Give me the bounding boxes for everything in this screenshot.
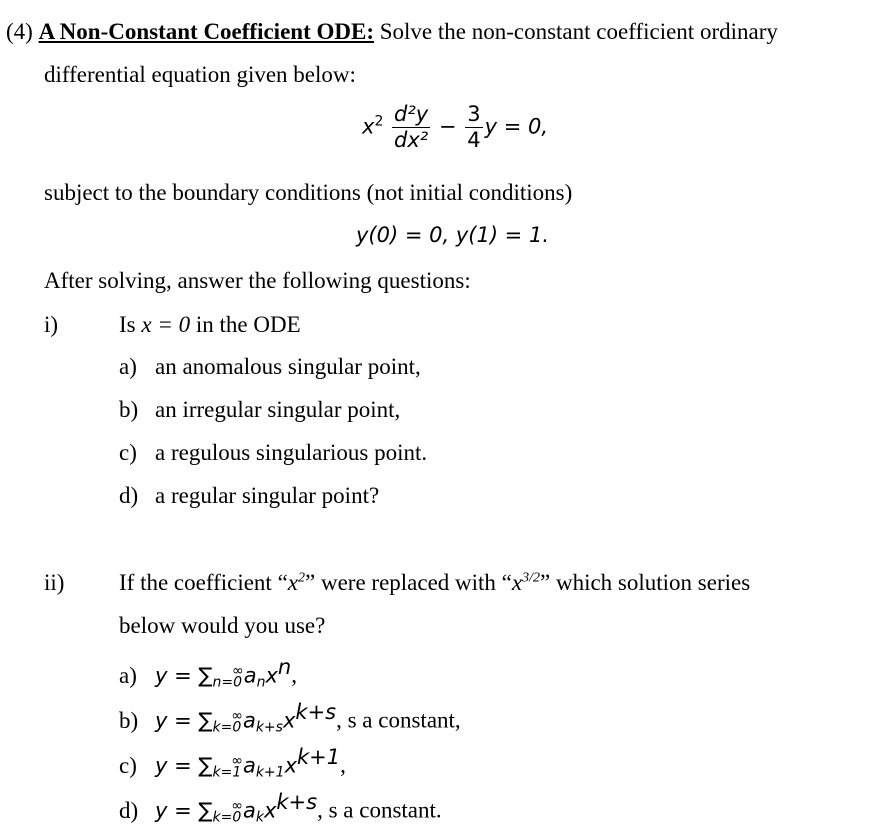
ode-three: 3 [467, 102, 481, 126]
q2-option-tail: , [291, 662, 297, 688]
q2-option-x: x [284, 753, 298, 778]
q1-option-text: a regular singular point? [155, 483, 380, 508]
boundary-conditions: y(0) = 0, y(1) = 1. [356, 223, 549, 247]
problem-number: (4) [6, 19, 33, 44]
q2-option-term: a [243, 663, 257, 688]
q1-option-d [119, 484, 379, 507]
ode-minus: − [438, 114, 457, 139]
q2-option-term-sub: k+1 [255, 764, 285, 781]
q1-number: i) [44, 312, 59, 337]
after-solving: After solving, answer the following questions: [44, 268, 471, 293]
q2-option-tail: , s a constant. [317, 797, 442, 823]
q2-option-a [119, 657, 297, 690]
q2-option-sup: ∞ [232, 662, 244, 679]
q2-option-x: x [282, 708, 296, 733]
q2-option-sub: k=0 [212, 809, 242, 826]
q2-exp2: 3/2 [522, 570, 541, 586]
ode-coef-fraction [465, 104, 482, 151]
ode-four: 4 [467, 128, 481, 152]
q1-option-text: an irregular singular point, [155, 397, 401, 422]
q2-text-2: ” were replaced with “ [305, 570, 512, 595]
q1-text-pre: Is [119, 312, 142, 337]
q2-option-sup: ∞ [231, 797, 243, 814]
q1-text-em: x = 0 [141, 312, 191, 337]
q2-option-term-sub: n [256, 674, 266, 691]
ode-d2y: d²y [394, 102, 429, 126]
q2-option-term: a [242, 798, 256, 823]
q2-option-lhs: y = ∑ [155, 708, 213, 733]
q2-option-term: a [242, 708, 256, 733]
ode-rest: y = 0, [484, 114, 549, 139]
problem-heading [6, 20, 778, 43]
q1-option-text: an anomalous singular point, [155, 354, 421, 379]
q2-option-term-sub: k [255, 809, 264, 826]
q2-option-lhs: y = ∑ [155, 798, 213, 823]
q2-option-sub: k=0 [212, 719, 242, 736]
q2-text-3: ” which solution series [540, 570, 751, 595]
q1-option-label: b) [119, 397, 139, 422]
ode-equation [362, 104, 548, 151]
q2-option-sup: ∞ [231, 752, 243, 769]
q2-option-x: x [265, 663, 278, 688]
q2-x: x [287, 570, 299, 595]
ode-dx2: dx² [394, 128, 429, 152]
q2-option-x-sup: k+1 [297, 745, 341, 769]
q1-option-text: a regulous singularious point. [155, 440, 428, 465]
q2-option-lhs: y = ∑ [155, 753, 213, 778]
q2-option-lhs: y = ∑ [155, 663, 213, 688]
problem-intro-2: differential equation given below: [44, 62, 356, 87]
q2-text-1: If the coefficient “ [119, 570, 288, 595]
q1-text-post: in the ODE [190, 312, 301, 337]
problem-title: A Non-Constant Coefficient ODE: [38, 19, 374, 44]
q2-option-x: x [263, 798, 277, 823]
q1-text [119, 313, 301, 336]
q1-option-label: d) [119, 483, 139, 508]
ode-derivative-fraction [392, 104, 430, 151]
q2-option-label: d) [119, 797, 139, 823]
q2-option-c [119, 747, 346, 780]
q2-option-d [119, 792, 442, 825]
q2-option-label: b) [119, 707, 139, 733]
q2-text [119, 571, 750, 594]
q2-option-b [119, 702, 461, 735]
q2-option-sup: ∞ [231, 707, 243, 724]
q1-option-label: c) [119, 440, 137, 465]
q2-option-term-sub: k+s [255, 719, 283, 736]
q2-text-4: below would you use? [119, 613, 326, 638]
q2-option-tail: , s a constant, [336, 707, 461, 733]
q2-option-label: a) [119, 662, 137, 688]
q1-option-b [119, 398, 400, 421]
q2-option-sub: n=0 [212, 674, 243, 691]
q2-option-sub: k=1 [212, 764, 242, 781]
q1-option-c [119, 441, 427, 464]
q1-option-label: a) [119, 354, 137, 379]
q2-option-label: c) [119, 752, 137, 778]
q1-option-a [119, 355, 421, 378]
ode-x: x [362, 114, 375, 139]
q2-option-x-sup: k+s [276, 790, 318, 814]
ode-x-exp: 2 [374, 113, 384, 130]
q2-x: x [511, 570, 523, 595]
q2-option-tail: , [340, 752, 346, 778]
q2-option-x-sup: n [277, 655, 292, 679]
q2-option-term: a [242, 753, 256, 778]
q2-option-x-sup: k+s [295, 700, 337, 724]
problem-intro-1: Solve the non-constant coefficient ordinary [379, 19, 778, 44]
q2-number: ii) [44, 570, 65, 595]
boundary-subject: subject to the boundary conditions (not initial conditions) [44, 180, 573, 205]
q2-exp1: 2 [298, 570, 306, 586]
